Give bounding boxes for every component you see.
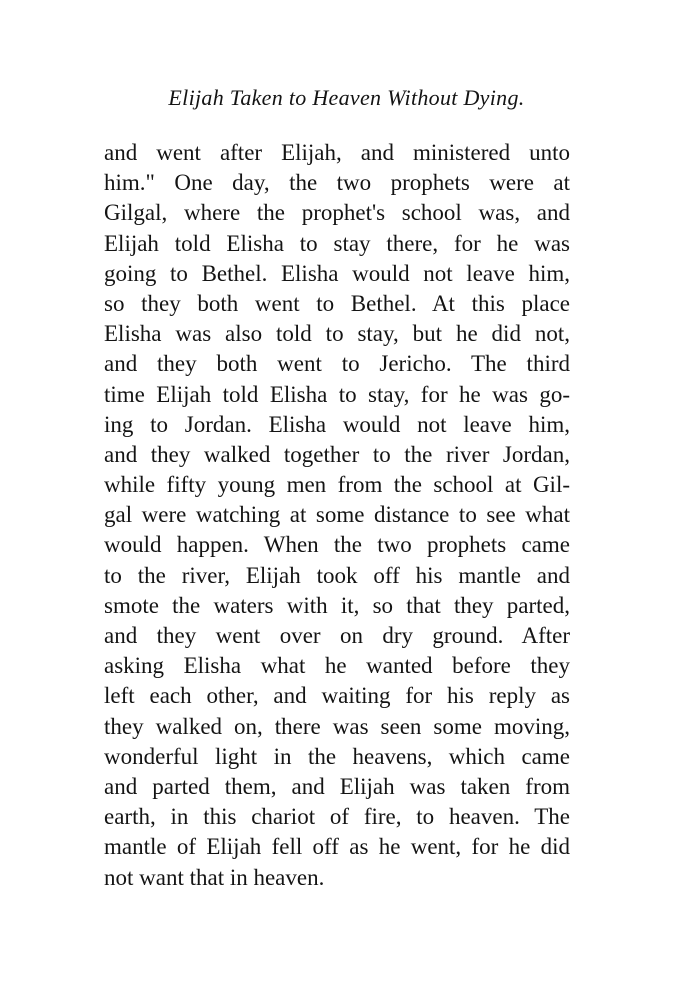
text-line: and they went over on dry ground. After (104, 623, 570, 648)
text-line: to the river, Elijah took off his mantle and (104, 562, 570, 588)
text-line: asking Elisha what he wanted before they (104, 653, 570, 679)
text-line: going to Bethel. Elisha would not leave him, (104, 260, 570, 286)
text-line: so they both went to Bethel. At this place (104, 290, 570, 316)
text-line: and they walked together to the river Jordan, (104, 441, 570, 467)
text-line: Elijah told Elisha to stay there, for he was (104, 230, 570, 256)
text-line: not want that in heaven. (104, 864, 325, 890)
text-line: would happen. When the two prophets came (104, 532, 570, 558)
text-line: time Elijah told Elisha to stay, for he was go- (104, 381, 570, 407)
text-line: gal were watching at some distance to see what (104, 502, 570, 528)
running-title: Elijah Taken to Heaven Without Dying. (168, 85, 525, 110)
text-line: wonderful light in the heavens, which came (104, 743, 570, 769)
text-line: Elisha was also told to stay, but he did not, (104, 321, 570, 347)
text-line: ing to Jordan. Elisha would not leave him, (104, 411, 570, 437)
text-line: and parted them, and Elijah was taken from (104, 773, 570, 799)
text-line: Gilgal, where the prophet's school was, and (104, 200, 570, 226)
text-line: left each other, and waiting for his reply as (104, 683, 570, 709)
text-line: earth, in this chariot of fire, to heaven. The (104, 804, 570, 830)
text-line: and went after Elijah, and ministered unto (104, 140, 570, 165)
text-line: and they both went to Jericho. The third (104, 351, 570, 377)
text-line: him." One day, the two prophets were at (104, 170, 570, 196)
text-line: mantle of Elijah fell off as he went, for he did (104, 834, 570, 860)
body-text (104, 138, 570, 893)
text-line: while fifty young men from the school at Gil- (104, 472, 570, 498)
text-line: smote the waters with it, so that they parted, (104, 592, 570, 618)
text-line: they walked on, there was seen some moving, (104, 713, 570, 739)
